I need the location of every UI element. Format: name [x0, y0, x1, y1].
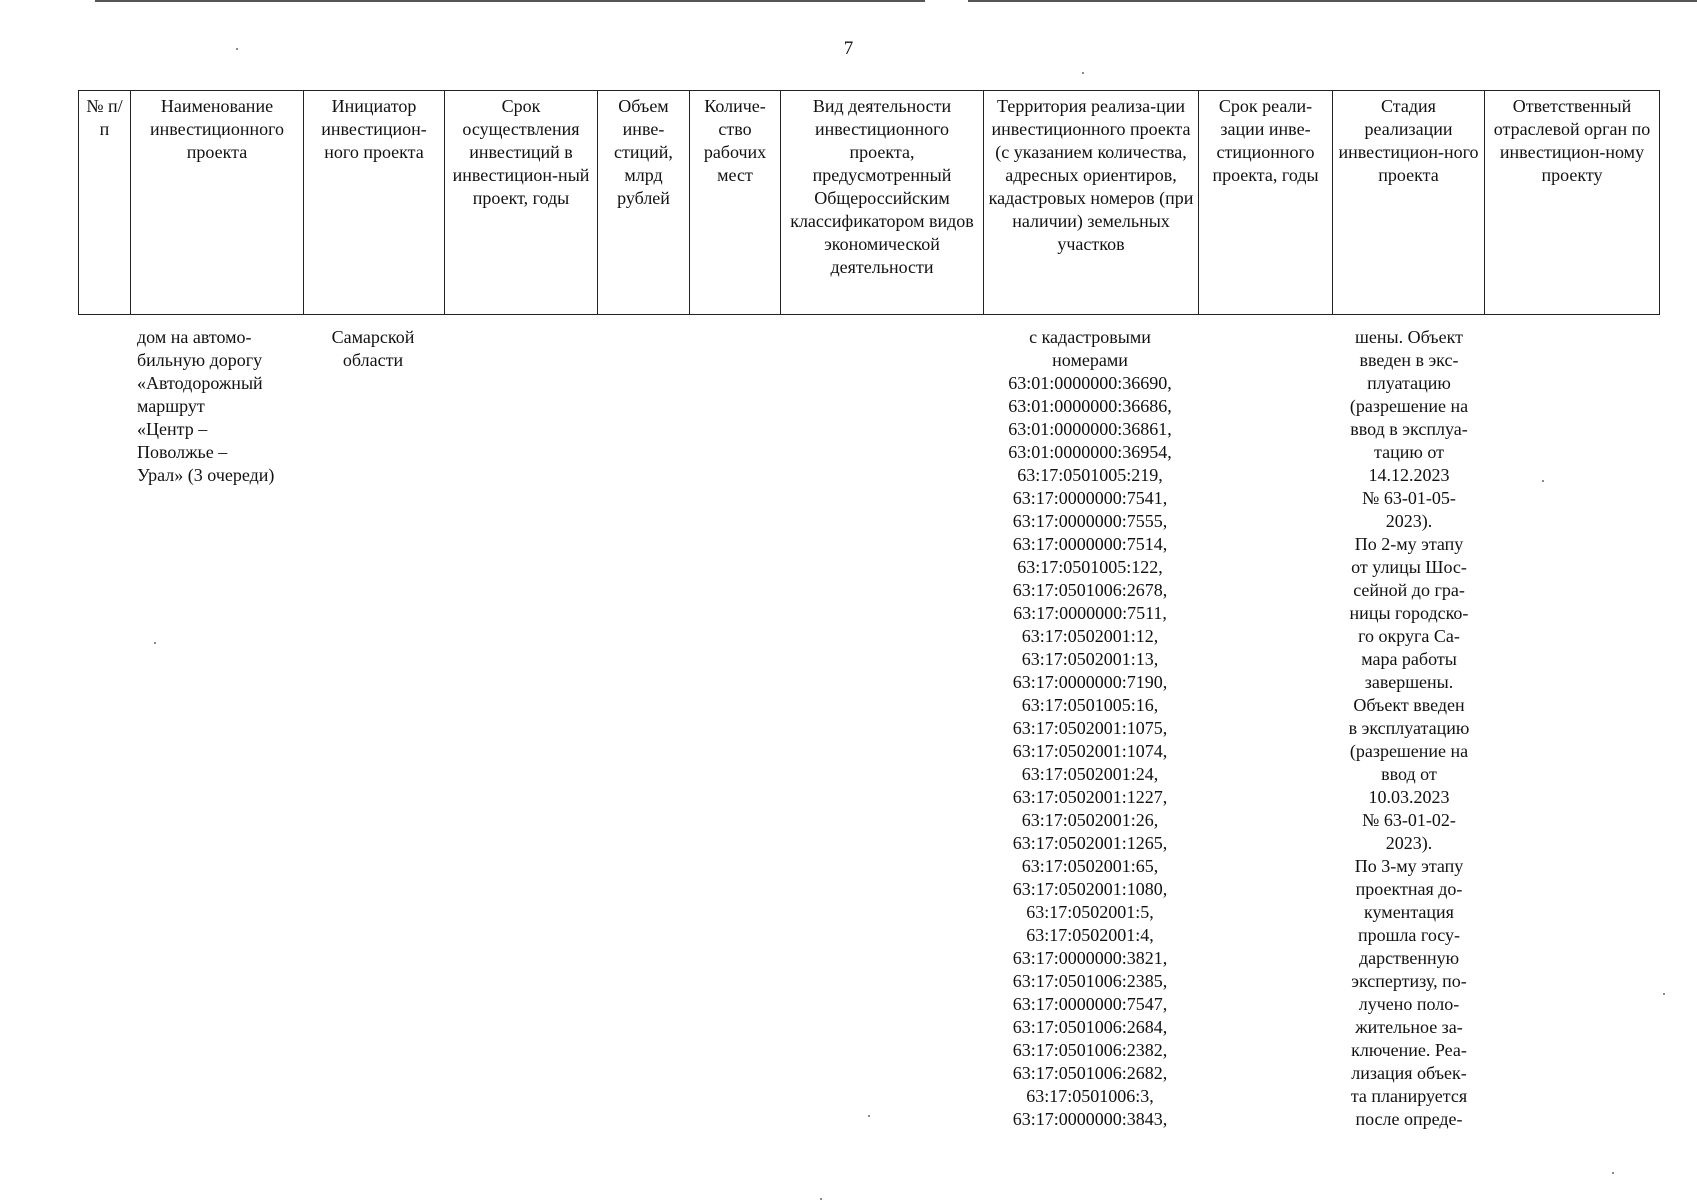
header-cell-initiator: Инициатор инвестицион-ного проекта: [304, 91, 445, 315]
header-cell-investment-volume: Объем инве-стиций, млрд рублей: [598, 91, 690, 315]
text-line: ввод от: [1381, 764, 1437, 784]
text-line: проектная до-: [1355, 879, 1463, 899]
text-line: Урал» (3 очереди): [137, 465, 275, 485]
text-line: бильную дорогу: [137, 350, 263, 370]
text-line: кументация: [1364, 902, 1454, 922]
text-line: прошла госу-: [1357, 925, 1461, 945]
text-line: 14.12.2023: [1368, 465, 1450, 485]
text-line: введен в экс-: [1359, 350, 1459, 370]
text-line: ключение. Реа-: [1351, 1040, 1467, 1060]
text-line: 63:17:0501005:122,: [1017, 557, 1163, 577]
text-line: 63:17:0502001:1075,: [1012, 718, 1168, 738]
text-line: 63:01:0000000:36861,: [1008, 419, 1172, 439]
text-line: ницы городско-: [1349, 603, 1469, 623]
text-line: 63:17:0000000:3843,: [1012, 1109, 1168, 1129]
scan-edge-line: [968, 0, 1697, 2]
text-line: Поволжье –: [137, 442, 228, 462]
text-line: 63:17:0502001:24,: [1021, 764, 1159, 784]
table-header: [78, 90, 1660, 315]
text-line: 63:01:0000000:36686,: [1008, 396, 1172, 416]
text-line: 63:17:0501005:16,: [1021, 695, 1159, 715]
text-line: ввод в эксплуа-: [1350, 419, 1468, 439]
cell-territory: [983, 326, 1197, 1131]
scan-speck: [236, 48, 238, 50]
header-cell-responsible-body: Ответственный отраслевой орган по инвестицион-ному проекту: [1485, 91, 1660, 315]
text-line: с кадастровыми: [1029, 327, 1151, 347]
text-line: плуатацию: [1367, 373, 1451, 393]
text-line: сейной до гра-: [1353, 580, 1465, 600]
text-line: 63:17:0502001:12,: [1021, 626, 1159, 646]
text-line: 2023).: [1385, 833, 1433, 853]
header-cell-investment-period: Срок осуществления инвестиций в инвестицион-ный проект, годы: [445, 91, 598, 315]
text-line: 63:17:0501006:2382,: [1012, 1040, 1168, 1060]
text-line: 10.03.2023: [1368, 787, 1450, 807]
text-line: 63:17:0000000:7541,: [1012, 488, 1168, 508]
text-line: (разрешение на: [1349, 741, 1469, 761]
text-line: экспертизу, по-: [1351, 971, 1467, 991]
cell-stage: [1333, 326, 1485, 1131]
text-line: 63:17:0501006:2678,: [1012, 580, 1168, 600]
text-line: 2023).: [1385, 511, 1433, 531]
scan-edge-line: [95, 0, 925, 2]
text-line: 63:17:0502001:1227,: [1012, 787, 1168, 807]
scan-speck: [154, 642, 156, 644]
text-line: «Автодорожный: [137, 373, 263, 393]
text-line: 63:17:0501006:2682,: [1012, 1063, 1168, 1083]
text-line: 63:17:0000000:7547,: [1012, 994, 1168, 1014]
text-line: 63:17:0000000:3821,: [1012, 948, 1168, 968]
text-line: Объект введен: [1353, 695, 1465, 715]
text-line: завершены.: [1364, 672, 1454, 692]
text-line: По 2-му этапу: [1354, 534, 1464, 554]
text-line: 63:17:0000000:7514,: [1012, 534, 1168, 554]
header-cell-jobs: Количе-ство рабочих мест: [690, 91, 781, 315]
cell-initiator: [303, 326, 443, 372]
page-number: 7: [843, 38, 854, 59]
text-line: тацию от: [1374, 442, 1444, 462]
text-line: 63:01:0000000:36690,: [1008, 373, 1172, 393]
text-line: 63:17:0000000:7511,: [1013, 603, 1167, 623]
text-line: 63:17:0502001:13,: [1021, 649, 1159, 669]
scan-speck: [868, 1115, 870, 1117]
scan-speck: [1542, 480, 1544, 482]
text-line: жительное за-: [1355, 1017, 1463, 1037]
text-line: та планируется: [1350, 1086, 1468, 1106]
text-line: 63:17:0000000:7555,: [1012, 511, 1168, 531]
header-cell-territory: Территория реализа-ции инвестиционного проекта (с указанием количества, адресных ориентиров, кадастровых номеров (при наличии) земельных участков: [984, 91, 1199, 315]
text-line: 63:17:0502001:1265,: [1012, 833, 1168, 853]
text-line: № 63-01-05-: [1362, 488, 1456, 508]
text-line: лизация объек-: [1351, 1063, 1467, 1083]
header-cell-implementation-period: Срок реали-зации инве-стиционного проекта, годы: [1199, 91, 1333, 315]
text-line: 63:17:0501005:219,: [1017, 465, 1163, 485]
text-line: в эксплуатацию: [1348, 718, 1470, 738]
text-line: (разрешение на: [1349, 396, 1469, 416]
header-cell-number: № п/п: [79, 91, 131, 315]
text-line: го округа Са-: [1358, 626, 1460, 646]
text-line: Самарской: [331, 327, 415, 347]
header-cell-activity-type: Вид деятельности инвестиционного проекта, предусмотренный Общероссийским классификатором видов экономической деятельности: [781, 91, 984, 315]
text-line: после опреде-: [1355, 1109, 1463, 1129]
text-line: По 3-му этапу: [1354, 856, 1464, 876]
header-cell-stage: Стадия реализации инвестицион-ного проекта: [1333, 91, 1485, 315]
text-line: маршрут: [137, 396, 205, 416]
text-line: лучено поло-: [1358, 994, 1460, 1014]
scan-speck: [1082, 72, 1084, 74]
text-line: 63:17:0501006:2684,: [1012, 1017, 1168, 1037]
text-line: шены. Объект: [1355, 327, 1463, 347]
text-line: 63:17:0502001:65,: [1021, 856, 1159, 876]
scan-speck: [1663, 993, 1665, 995]
text-line: 63:01:0000000:36954,: [1008, 442, 1172, 462]
text-line: дом на автомо-: [137, 327, 252, 347]
cell-project-name: [137, 326, 307, 487]
text-line: мара работы: [1361, 649, 1457, 669]
scan-speck: [1612, 1172, 1614, 1174]
text-line: 63:17:0501006:3,: [1026, 1086, 1154, 1106]
text-line: 63:17:0502001:5,: [1026, 902, 1154, 922]
text-line: 63:17:0000000:7190,: [1012, 672, 1168, 692]
text-line: области: [342, 350, 404, 370]
text-line: дарственную: [1358, 948, 1460, 968]
header-cell-project-name: Наименование инвестиционного проекта: [131, 91, 304, 315]
text-line: 63:17:0502001:4,: [1026, 925, 1154, 945]
text-line: 63:17:0502001:26,: [1021, 810, 1159, 830]
text-line: 63:17:0501006:2385,: [1012, 971, 1168, 991]
text-line: № 63-01-02-: [1362, 810, 1456, 830]
text-line: «Центр –: [137, 419, 208, 439]
text-line: 63:17:0502001:1080,: [1012, 879, 1168, 899]
text-line: номерами: [1052, 350, 1128, 370]
text-line: 63:17:0502001:1074,: [1012, 741, 1168, 761]
text-line: от улицы Шос-: [1351, 557, 1467, 577]
table-row: [0, 326, 1697, 1186]
